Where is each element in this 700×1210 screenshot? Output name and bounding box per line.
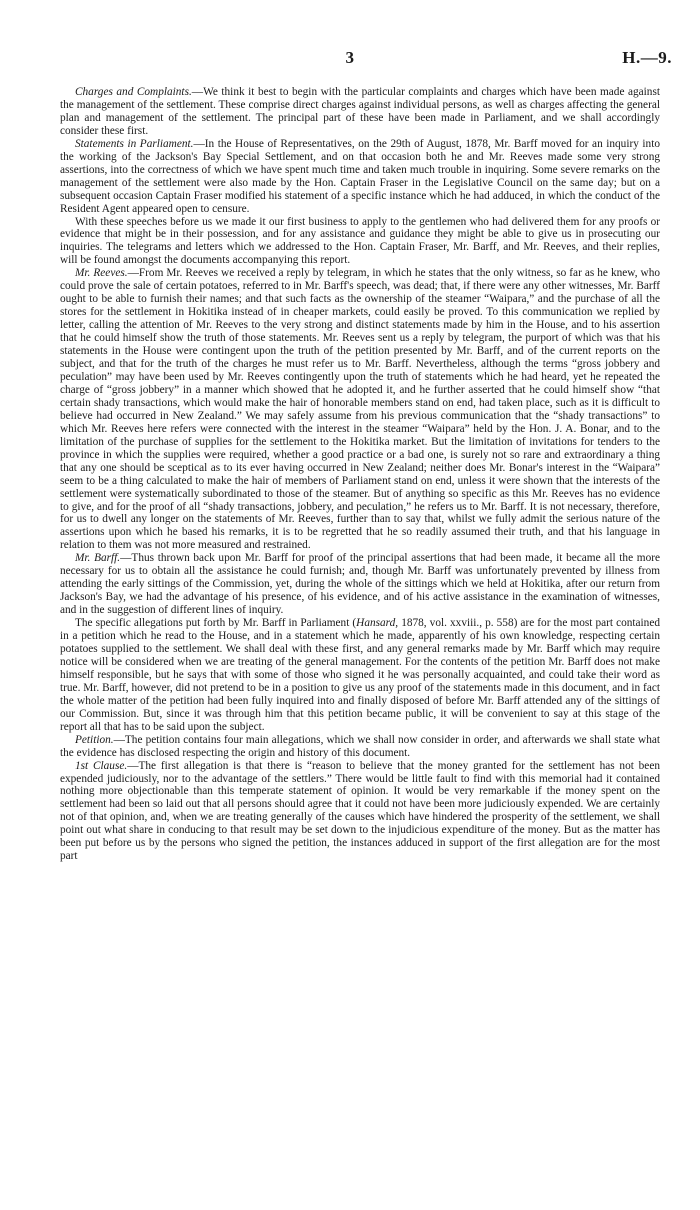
- citation-source: Hansard,: [356, 617, 399, 630]
- paragraph-text: —The petition contains four main allegations, which we shall now consider in order, and afterwards we shall state what the evidence has disclosed respecting the origin and history of this document.: [60, 733, 660, 759]
- side-heading: Petition.: [75, 733, 114, 746]
- page-number: 3: [345, 48, 355, 67]
- side-heading: Mr. Barff.: [75, 552, 121, 565]
- side-heading: Charges and Complaints.: [75, 86, 192, 98]
- paragraph-text: 1878, vol. xxviii., p. 558) are for the most part contained in a petition which he read to the House, and in a statement which he made, apparently of his own knowledge, respecting certain potatoes supplied to the settlement. We shall deal with these first, and any general remarks made by Mr. Barff which may require notice will be considered when we are treating of the general management. For the contents of the petition Mr. Barff does not make himself responsible, but he says that with some of those who signed it he was personally acquainted, and could take their word as true. Mr. Barff, however, did not pretend to be in a position to give us any proof of the statements made in this document, and in fact the whole matter of the petition had been fully inquired into and finally disposed of before Mr. Barff attended any of the sittings of our Commission. But, since it was through him that this petition became public, it will be convenient to say at this stage of the report all that has to be said upon the subject.: [60, 617, 660, 733]
- paragraph-text-start: The specific allegations put forth by Mr. Barff in Parliament (: [75, 617, 357, 630]
- paragraph-text: —Thus thrown back upon Mr. Barff for proof of the principal assertions that had been made, it became all the more necessary for us to obtain all the assistance he could furnish; and, though Mr. Barff was unfortunately prevented by illness from attending the early sittings of the Commission, yet, during the whole of the sittings which we held at Hokitika, after our return from Jackson's Bay, we had the advantage of his presence, of his evidence, and of his active assistance in the examination of witnesses, and in the suggestion of different lines of inquiry.: [60, 552, 660, 617]
- side-heading: Mr. Reeves.: [75, 267, 128, 280]
- paragraph-text: With these speeches before us we made it our first business to apply to the gentlemen who had delivered them for any proofs or evidence that might be in their possession, and for any assistance and guidance they might be able to give us in prosecuting our inquiries. The telegrams and letters which we addressed to the Hon. Captain Fraser, Mr. Barff, and Mr. Reeves, and their replies, will be found amongst the documents accompanying this report.: [60, 215, 660, 267]
- paragraph-text: —The first allegation is that there is “reason to believe that the money granted for the settlement has not been expended judiciously, nor to the advantage of the settlers.” There would be little fault to find with this memorial had it contained nothing more objectionable than this temperate statement of opinion. It would be very remarkable if the money spent on the settlement had been so laid out that all persons should agree that it could not have been more judiciously expended. We are certainly not of that opinion, and, when we are treating generally of the causes which have hindered the prosperity of the settlement, we shall point out what share in conducing to that result may be set down to the injudicious expenditure of the money. But as the matter has been put before us by the persons who signed the petition, the instances adduced in support of the first allegation are for the most part: [60, 759, 660, 863]
- paragraph-text: —From Mr. Reeves we received a reply by telegram, in which he states that the only witness, so far as he knew, who could prove the sale of certain potatoes, referred to in Mr. Barff's speech, was dead; that, if there were any other witnesses, Mr. Barff ought to be able to furnish their names; and that such facts as the ownership of the steamer “Waipara,” and the purchase of all the stores for the settlement in Hokitika instead of in cheaper markets, could easily be proved. To this communication we replied by letter, calling the attention of Mr. Reeves to the very strong and distinct statements made by him in the House, and to his assertion that he could himself show the truth of those statements. Mr. Reeves sent us a reply by telegram, the purport of which was that his statements in the House were contingent upon the truth of the petition presented by Mr. Barff, and of the current reports on the subject, and that for the truth of the charges he must refer us to Mr. Barff. Nevertheless, although the terms “gross jobbery and peculation” may have been used by Mr. Reeves contingently upon the truth of statements which he had heard, yet he repeated the charge of “gross jobbery” in a manner which showed that he adopted it, and he further asserted that he could himself show “that certain shady transactions, which would make the hair of honorable members stand on end, had taken place, such as it is difficult to believe had occurred in New Zealand.” We may safely assume from his previous communication that the “shady transactions” to which Mr. Reeves here refers were connected with the interest in the steamer “Waipara” held by the Hon. J. A. Bonar, and to the limitation of the purchase of supplies for the settlement to the Hokitika market. But the limitation of invitations for tenders to the province in which the supplies were required, whether a good practice or a bad one, is surely not so rare and extraordinary a thing that any one should be sceptical as to its ever having occurred in New Zealand; neither does Mr. Bonar's interest in the “Waipara” seem to be a thing calculated to make the hair of members of Parliament stand on end, unless it were shown that the interests of the settlement were systematically subordinated to those of the steamer. But of anything so specific as this Mr. Reeves has no evidence to give, and for the proof of all “shady transactions, jobbery, and peculation,” he refers us to Mr. Barff. It is not necessary, therefore, for us to dwell any longer on the statements of Mr. Reeves, further than to say that, whilst we fully admit the serious nature of the assertions upon which he based his remarks, it is to be regretted that he so readily assumed their truth, and that his language in relation to them was not more measured and restrained.: [60, 267, 660, 552]
- paragraph-speeches: [60, 216, 660, 268]
- paragraph-mr-barff: [60, 552, 660, 617]
- side-heading: Statements in Parliament.: [75, 137, 194, 150]
- paragraph-charges-and-complaints: [60, 86, 660, 138]
- paragraph-petition: [60, 734, 660, 760]
- paragraph-specific-allegations: [60, 617, 660, 734]
- paragraph-first-clause: [60, 760, 660, 864]
- paragraph-statements-in-parliament: [60, 138, 660, 216]
- side-heading: 1st Clause.: [75, 759, 128, 772]
- paragraph-mr-reeves: [60, 267, 660, 552]
- report-body: [60, 86, 660, 863]
- paragraph-text: —We think it best to begin with the particular complaints and charges which have been made against the management of the settlement. These comprise direct charges against individual persons, as well as charges affecting the general plan and management of the settlement. The principal part of these have been made in Parliament, and we shall accordingly consider these first.: [60, 86, 660, 137]
- document-reference: H.—9.: [622, 48, 672, 67]
- paragraph-text: —In the House of Representatives, on the 29th of August, 1878, Mr. Barff moved for an inquiry into the working of the Jackson's Bay Special Settlement, and on that occasion both he and Mr. Reeves made some very strong assertions, into the correctness of which we have spent much time and taken much trouble in inquiring. Some severe remarks on the management of the settlement were also made by the Hon. Captain Fraser in the Legislative Council on the same day; but on a subsequent occasion Captain Fraser modified his statement of a specific instance which he had adduced, in which the conduct of the Resident Agent appeared open to censure.: [60, 137, 660, 215]
